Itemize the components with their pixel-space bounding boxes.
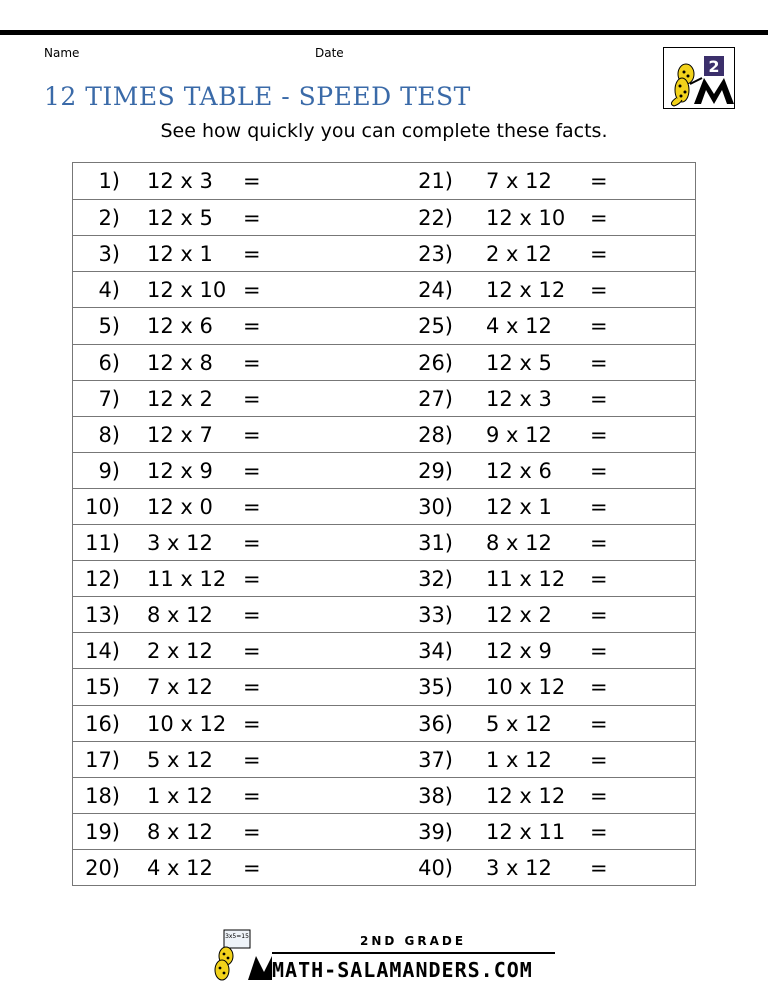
question-fact: 3 x 12	[147, 531, 213, 555]
question-row	[73, 235, 695, 271]
equals-sign: =	[243, 350, 261, 375]
question-number: 32)	[418, 567, 453, 592]
question-row	[73, 380, 695, 416]
question-fact: 12 x 8	[147, 350, 213, 375]
question-fact: 12 x 10	[147, 278, 227, 303]
question-row	[73, 813, 695, 849]
question-number: 15)	[85, 675, 120, 700]
question-number: 18)	[85, 783, 120, 808]
equals-sign: =	[243, 675, 261, 700]
question-fact: 1 x 12	[486, 747, 552, 772]
question-row	[73, 741, 695, 777]
question-number: 4)	[98, 278, 120, 303]
question-fact: 9 x 12	[486, 422, 552, 447]
question-row	[73, 705, 695, 741]
question-number: 36)	[418, 711, 453, 736]
question-number: 22)	[418, 206, 453, 231]
question-number: 31)	[418, 531, 453, 555]
question-fact: 12 x 12	[486, 278, 566, 303]
question-fact: 3 x 12	[486, 855, 552, 880]
equals-sign: =	[590, 494, 608, 519]
question-number: 2)	[98, 206, 120, 231]
question-fact: 12 x 9	[147, 458, 213, 483]
question-fact: 12 x 10	[486, 206, 566, 231]
equals-sign: =	[243, 567, 261, 592]
question-row	[73, 163, 695, 199]
equals-sign: =	[243, 531, 261, 555]
equals-sign: =	[590, 169, 608, 193]
equals-sign: =	[590, 855, 608, 880]
question-row	[73, 271, 695, 307]
question-fact: 5 x 12	[486, 711, 552, 736]
question-row	[73, 307, 695, 343]
question-fact: 5 x 12	[147, 747, 213, 772]
question-fact: 12 x 7	[147, 422, 213, 447]
equals-sign: =	[590, 386, 608, 411]
equals-sign: =	[590, 350, 608, 375]
question-number: 13)	[85, 603, 120, 628]
question-number: 6)	[98, 350, 120, 375]
question-number: 20)	[85, 855, 120, 880]
question-fact: 10 x 12	[486, 675, 566, 700]
equals-sign: =	[243, 747, 261, 772]
equals-sign: =	[243, 314, 261, 339]
question-fact: 12 x 0	[147, 494, 213, 519]
questions-grid	[72, 162, 696, 886]
equals-sign: =	[590, 603, 608, 628]
question-fact: 7 x 12	[486, 169, 552, 193]
question-number: 27)	[418, 386, 453, 411]
name-label: Name	[44, 46, 80, 60]
question-number: 24)	[418, 278, 453, 303]
question-number: 3)	[98, 242, 120, 267]
question-fact: 11 x 12	[147, 567, 227, 592]
question-fact: 12 x 12	[486, 783, 566, 808]
equals-sign: =	[243, 458, 261, 483]
question-fact: 8 x 12	[486, 531, 552, 555]
equals-sign: =	[590, 711, 608, 736]
question-number: 35)	[418, 675, 453, 700]
date-label: Date	[315, 46, 344, 60]
question-row	[73, 416, 695, 452]
question-fact: 8 x 12	[147, 819, 213, 844]
question-number: 21)	[418, 169, 453, 193]
question-fact: 12 x 9	[486, 639, 552, 664]
page-subtitle: See how quickly you can complete these facts.	[160, 120, 608, 142]
question-row	[73, 632, 695, 668]
equals-sign: =	[590, 278, 608, 303]
question-number: 10)	[85, 494, 120, 519]
question-fact: 12 x 1	[486, 494, 552, 519]
equals-sign: =	[243, 711, 261, 736]
question-number: 5)	[98, 314, 120, 339]
question-fact: 1 x 12	[147, 783, 213, 808]
question-number: 33)	[418, 603, 453, 628]
question-row	[73, 488, 695, 524]
equals-sign: =	[590, 819, 608, 844]
question-number: 8)	[98, 422, 120, 447]
question-number: 29)	[418, 458, 453, 483]
question-number: 11)	[85, 531, 120, 555]
equals-sign: =	[590, 206, 608, 231]
question-number: 37)	[418, 747, 453, 772]
salamander-logo-icon	[663, 47, 735, 109]
question-fact: 4 x 12	[147, 855, 213, 880]
footer-site: MATH-SALAMANDERS.COM	[272, 958, 533, 982]
equals-sign: =	[590, 242, 608, 267]
question-fact: 12 x 5	[147, 206, 213, 231]
question-fact: 2 x 12	[486, 242, 552, 267]
question-row	[73, 344, 695, 380]
equals-sign: =	[243, 819, 261, 844]
equals-sign: =	[590, 458, 608, 483]
question-number: 9)	[98, 458, 120, 483]
question-number: 14)	[85, 639, 120, 664]
equals-sign: =	[590, 567, 608, 592]
question-number: 39)	[418, 819, 453, 844]
equals-sign: =	[243, 855, 261, 880]
question-number: 38)	[418, 783, 453, 808]
equals-sign: =	[590, 675, 608, 700]
question-row	[73, 452, 695, 488]
equals-sign: =	[243, 278, 261, 303]
question-number: 1)	[98, 169, 120, 193]
top-rule	[0, 30, 768, 35]
question-number: 40)	[418, 855, 453, 880]
question-fact: 12 x 5	[486, 350, 552, 375]
equals-sign: =	[243, 494, 261, 519]
question-fact: 12 x 11	[486, 819, 566, 844]
question-fact: 12 x 6	[486, 458, 552, 483]
question-fact: 8 x 12	[147, 603, 213, 628]
question-number: 17)	[85, 747, 120, 772]
question-number: 12)	[85, 567, 120, 592]
equals-sign: =	[243, 422, 261, 447]
equals-sign: =	[243, 603, 261, 628]
question-row	[73, 199, 695, 235]
question-fact: 11 x 12	[486, 567, 566, 592]
question-row	[73, 596, 695, 632]
logo-badge: 2	[708, 57, 720, 76]
question-fact: 12 x 6	[147, 314, 213, 339]
question-fact: 2 x 12	[147, 639, 213, 664]
equals-sign: =	[590, 422, 608, 447]
question-number: 34)	[418, 639, 453, 664]
equals-sign: =	[243, 386, 261, 411]
question-fact: 12 x 3	[486, 386, 552, 411]
equals-sign: =	[243, 206, 261, 231]
question-number: 19)	[85, 819, 120, 844]
question-fact: 12 x 3	[147, 169, 213, 193]
equals-sign: =	[243, 242, 261, 267]
equals-sign: =	[243, 169, 261, 193]
question-fact: 4 x 12	[486, 314, 552, 339]
question-number: 30)	[418, 494, 453, 519]
question-number: 26)	[418, 350, 453, 375]
question-fact: 7 x 12	[147, 675, 213, 700]
equals-sign: =	[243, 639, 261, 664]
question-row	[73, 849, 695, 885]
equals-sign: =	[590, 783, 608, 808]
question-fact: 12 x 2	[147, 386, 213, 411]
equals-sign: =	[243, 783, 261, 808]
question-fact: 12 x 2	[486, 603, 552, 628]
question-number: 25)	[418, 314, 453, 339]
equals-sign: =	[590, 314, 608, 339]
question-number: 28)	[418, 422, 453, 447]
question-fact: 12 x 1	[147, 242, 213, 267]
question-number: 23)	[418, 242, 453, 267]
question-row	[73, 524, 695, 560]
page-title: 12 TIMES TABLE - SPEED TEST	[44, 82, 471, 111]
equals-sign: =	[590, 747, 608, 772]
question-number: 7)	[98, 386, 120, 411]
question-row	[73, 560, 695, 596]
footer-sign-text: 3x5=15	[225, 933, 249, 940]
footer-rule	[272, 952, 555, 954]
equals-sign: =	[590, 639, 608, 664]
question-row	[73, 777, 695, 813]
footer-grade: 2ND GRADE	[360, 934, 467, 948]
question-fact: 10 x 12	[147, 711, 227, 736]
question-number: 16)	[85, 711, 120, 736]
question-row	[73, 668, 695, 704]
equals-sign: =	[590, 531, 608, 555]
